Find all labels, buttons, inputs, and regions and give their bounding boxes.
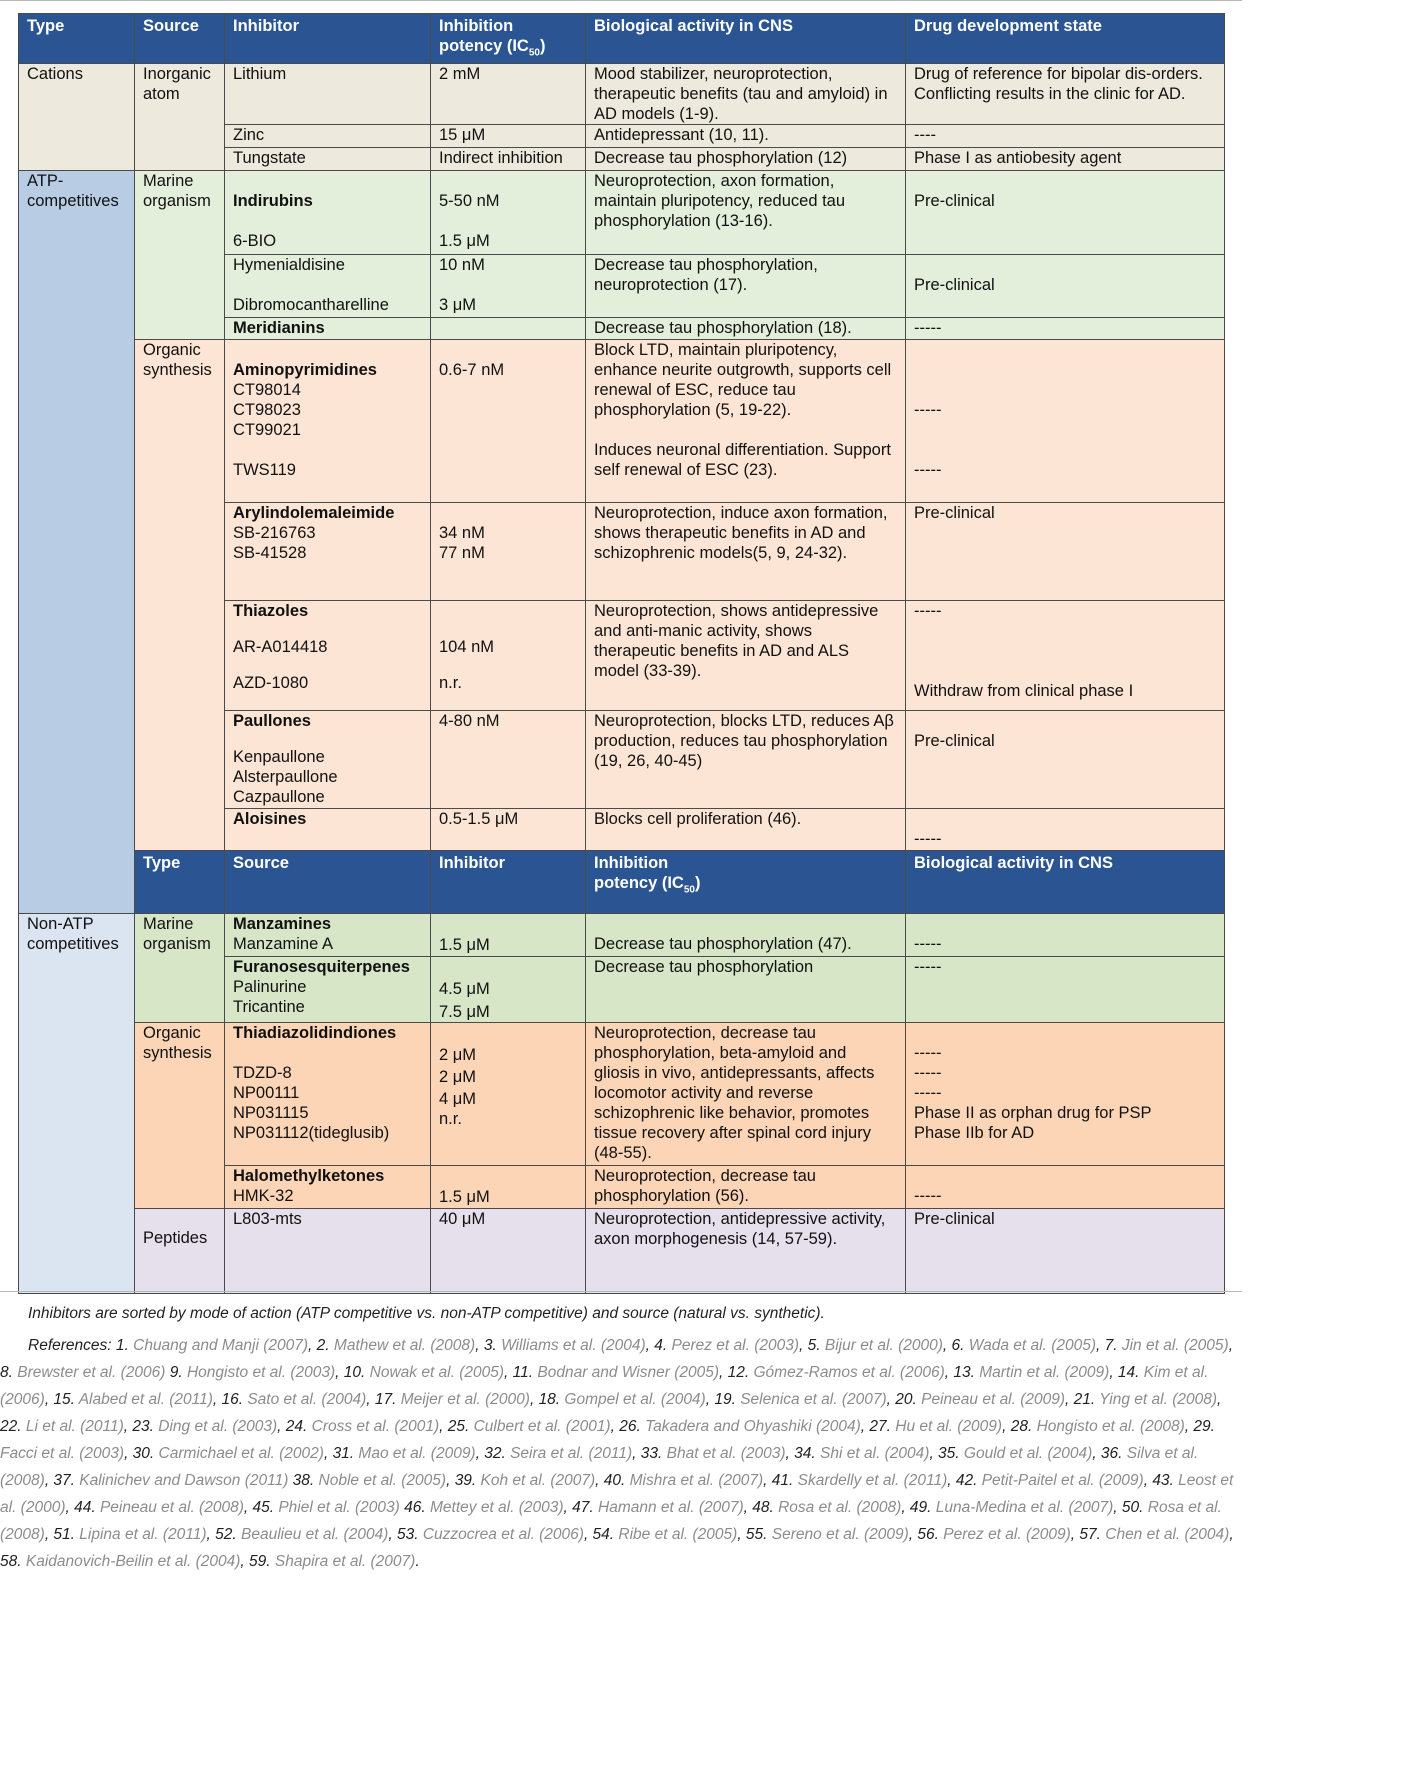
table-row: Arylindolemaleimide SB-216763 SB-41528 34 nM 77 nM Neuroprotection, induce axon formation, shows therapeutic benefits in AD and schizophrenic models(5, 9, 24-32). Pre-clinical <box>19 503 1225 601</box>
reference-link[interactable]: Brewster et al. (2006) <box>17 1364 166 1381</box>
reference-link[interactable]: Rosa et al. (2008) <box>778 1499 902 1516</box>
type-cations: Cations <box>19 64 135 171</box>
reference-number: 9. <box>165 1364 187 1381</box>
source-organic-synthesis: Organic synthesis <box>135 1023 225 1209</box>
reference-link[interactable]: Mathew et al. (2008) <box>333 1337 476 1354</box>
table-row: Thiazoles AR-A014418 AZD-1080 104 nM n.r. Neuroprotection, shows antidepressive and anti-manic activity, shows therapeutic benefits in AD and ALS model (33-39). ----- Withdraw from clinical phase I <box>19 601 1225 711</box>
header-source: Source <box>225 851 431 914</box>
reference-link[interactable]: Martin et al. (2009) <box>979 1364 1110 1381</box>
reference-number: , 37. <box>44 1472 80 1489</box>
reference-number: , 23. <box>123 1418 159 1435</box>
type-non-atp-competitives: Non-ATP competitives <box>19 914 135 1294</box>
reference-link[interactable]: Shi et al. (2004) <box>820 1445 930 1462</box>
reference-number: , 50. <box>1113 1499 1148 1516</box>
gsk3-inhibitors-table <box>18 13 1225 1294</box>
reference-link[interactable]: Mettey et al. (2003) <box>430 1499 564 1516</box>
reference-number: , 48. <box>743 1499 779 1516</box>
reference-link[interactable]: Petit-Paitel et al. (2009) <box>981 1472 1144 1489</box>
reference-link[interactable]: Ding et al. (2003) <box>158 1418 278 1435</box>
reference-link[interactable]: Culbert et al. (2001) <box>473 1418 611 1435</box>
reference-number: , 17. <box>366 1391 401 1408</box>
reference-link[interactable]: Takadera and Ohyashiki (2004) <box>645 1418 861 1435</box>
header-potency: Inhibition potency $(IC_{50})$ <box>431 14 586 64</box>
reference-number: , 39. <box>446 1472 481 1489</box>
reference-link[interactable]: Alabed et al. (2011) <box>78 1391 213 1408</box>
header-source: Source <box>135 14 225 64</box>
reference-link[interactable]: Seira et al. (2011) <box>510 1445 633 1462</box>
header-inhibitor: Inhibitor <box>431 851 586 914</box>
reference-link[interactable]: Carmichael et al. (2002) <box>158 1445 324 1462</box>
reference-link[interactable]: Kim et al. (2006) <box>0 1364 1209 1408</box>
reference-link[interactable]: Silva et al. (2008) <box>0 1445 1199 1489</box>
reference-number: , 3. <box>475 1337 502 1354</box>
reference-link[interactable]: Mishra et al. (2007) <box>629 1472 764 1489</box>
reference-number: , 47. <box>563 1499 599 1516</box>
reference-link[interactable]: Hongisto et al. (2008) <box>1036 1418 1185 1435</box>
reference-number: . <box>415 1553 420 1570</box>
reference-link[interactable]: Sato et al. (2004) <box>247 1391 367 1408</box>
table-row: Cations Inorganic atom Lithium 2 mM Mood stabilizer, neuroprotection, therapeutic benefits (tau and amyloid) in AD models (1-9). Drug of reference for bipolar dis-orders. Conflicting results in the clinic for AD. <box>19 64 1225 125</box>
reference-number: , 43. <box>1143 1472 1179 1489</box>
reference-number: , 5. <box>799 1337 825 1354</box>
reference-number: , 29. <box>1184 1418 1215 1435</box>
header-type: Type <box>19 14 135 64</box>
source-marine-organism: Marine organism <box>135 171 225 340</box>
reference-number: , 24. <box>277 1418 312 1435</box>
reference-link[interactable]: Koh et al. (2007) <box>480 1472 596 1489</box>
reference-link[interactable]: Facci et al. (2003) <box>0 1445 125 1462</box>
reference-link[interactable]: Gould et al. (2004) <box>963 1445 1093 1462</box>
table-row: Halomethylketones HMK-32 1.5 μM Neuroprotection, decrease tau phosphorylation (56). ----- <box>19 1166 1225 1209</box>
reference-number: , 55. <box>737 1526 772 1543</box>
reference-number: , 14. <box>1109 1364 1144 1381</box>
reference-link[interactable]: Lipina et al. (2011) <box>79 1526 207 1543</box>
reference-link[interactable]: Hamann et al. (2007) <box>598 1499 744 1516</box>
references-list <box>0 1337 1234 1570</box>
reference-link[interactable]: Bhat et al. (2003) <box>666 1445 786 1462</box>
type-atp-competitives: ATP-competitives <box>19 171 135 914</box>
reference-link[interactable]: Hongisto et al. (2003) <box>186 1364 336 1381</box>
reference-link[interactable]: Gompel et al. (2004) <box>564 1391 706 1408</box>
reference-link[interactable]: Cuzzocrea et al. (2006) <box>422 1526 584 1543</box>
table-row: Meridianins Decrease tau phosphorylation (18). ----- <box>19 318 1225 340</box>
reference-number: , 20. <box>886 1391 922 1408</box>
reference-link[interactable]: Nowak et al. (2005) <box>369 1364 505 1381</box>
reference-link[interactable]: Ying et al. (2008) <box>1099 1391 1217 1408</box>
table-row: Organic synthesis Thiadiazolidindiones TDZD-8 NP00111 NP031115 NP031112(tideglusib) 2 μM 2 μM 4 μM n.r. Neuroprotection, decrease tau phosphorylation, beta-amyloid and gliosis in vivo, antidepressants, affects locomotor activity and reverse schizophrenic like behavior, promotes tissue recovery after spinal cord injury (48-55). ----- ----- ----- Phase II as orphan drug for PSP Phase IIb for AD <box>19 1023 1225 1166</box>
reference-link[interactable]: Leost et al. (2000) <box>0 1472 1234 1516</box>
reference-link[interactable]: Ribe et al. (2005) <box>618 1526 738 1543</box>
reference-link[interactable]: Meijer et al. (2000) <box>400 1391 530 1408</box>
reference-link[interactable]: Shapira et al. (2007) <box>274 1553 416 1570</box>
table-row: Hymenialdisine Dibromocantharelline 10 nM 3 μM Decrease tau phosphorylation, neuroprotection (17). Pre-clinical <box>19 255 1225 318</box>
table-header-row <box>19 851 1225 914</box>
reference-number: , 51. <box>44 1526 80 1543</box>
reference-number: 1. <box>115 1337 134 1354</box>
reference-link[interactable]: Skardelly et al. (2011) <box>797 1472 948 1489</box>
table-row: Peptides L803-mts 40 μM Neuroprotection, antidepressive activity, axon morphogenesis (14, 57-59). Pre-clinical <box>19 1209 1225 1294</box>
reference-number: 38. <box>288 1472 319 1489</box>
reference-number: , 21. <box>1065 1391 1100 1408</box>
reference-link[interactable]: Bodnar and Wisner (2005) <box>537 1364 720 1381</box>
reference-number: , 59. <box>240 1553 275 1570</box>
reference-number: , 34. <box>785 1445 820 1462</box>
reference-number: , 52. <box>206 1526 241 1543</box>
reference-number: , 2. <box>308 1337 334 1354</box>
reference-number: , 35. <box>929 1445 964 1462</box>
source-marine-organism: Marine organism <box>135 914 225 1023</box>
reference-link[interactable]: Beaulieu et al. (2004) <box>241 1526 389 1543</box>
table-row: Aloisines 0.5-1.5 μM Blocks cell proliferation (46). ----- <box>19 809 1225 851</box>
reference-number: , 8. <box>0 1337 1234 1381</box>
reference-number: , 6. <box>942 1337 969 1354</box>
reference-link[interactable]: Rosa et al. (2008) <box>0 1499 1222 1543</box>
reference-link[interactable]: Perez et al. (2003) <box>671 1337 800 1354</box>
reference-number: , 13. <box>944 1364 980 1381</box>
reference-number: , 30. <box>124 1445 159 1462</box>
reference-link[interactable]: Peineau et al. (2008) <box>99 1499 244 1516</box>
reference-link[interactable]: Mao et al. (2009) <box>358 1445 476 1462</box>
reference-number: , 53. <box>388 1526 423 1543</box>
table-row: Zinc 15 μM Antidepressant (10, 11). ---- <box>19 125 1225 148</box>
reference-number: 46. <box>399 1499 430 1516</box>
reference-link[interactable]: Wada et al. (2005) <box>968 1337 1096 1354</box>
reference-link[interactable]: Chuang and Manji (2007) <box>133 1337 309 1354</box>
reference-number: , 44. <box>65 1499 100 1516</box>
header-state: Drug development state <box>906 14 1225 64</box>
reference-number: , 45. <box>243 1499 279 1516</box>
reference-number: , 26. <box>610 1418 646 1435</box>
reference-number: , 12. <box>719 1364 754 1381</box>
table-row: Furanosesquiterpenes Palinurine Tricantine 4.5 μM 7.5 μM Decrease tau phosphorylation ----- <box>19 957 1225 1023</box>
source-organic-synthesis: Organic synthesis <box>135 340 225 851</box>
reference-number: , 58. <box>0 1526 1234 1570</box>
reference-link[interactable]: Sereno et al. (2009) <box>771 1526 909 1543</box>
bottom-rule <box>0 1291 1242 1292</box>
reference-link[interactable]: Cross et al. (2001) <box>311 1418 440 1435</box>
reference-number: , 7. <box>1096 1337 1122 1354</box>
top-rule <box>0 0 1242 1</box>
header-activity: Biological activity in CNS <box>586 14 906 64</box>
reference-link[interactable]: Williams et al. (2004) <box>501 1337 646 1354</box>
reference-link[interactable]: Phiel et al. (2003) <box>278 1499 400 1516</box>
reference-link[interactable]: Gómez-Ramos et al. (2006) <box>753 1364 945 1381</box>
reference-number: , 32. <box>475 1445 511 1462</box>
reference-link[interactable]: Chen et al. (2004) <box>1105 1526 1230 1543</box>
header-type: Type <box>135 851 225 914</box>
header-potency: Inhibition potency $(IC_{50})$ <box>586 851 906 914</box>
reference-number: , 11. <box>504 1364 538 1381</box>
reference-number: , 15. <box>44 1391 79 1408</box>
reference-number: , 4. <box>645 1337 672 1354</box>
source-peptides: Peptides <box>135 1209 225 1294</box>
reference-link[interactable]: Li et al. (2011) <box>25 1418 124 1435</box>
reference-link[interactable]: Luna-Medina et al. (2007) <box>935 1499 1114 1516</box>
reference-number: , 31. <box>323 1445 359 1462</box>
reference-number: , 18. <box>529 1391 565 1408</box>
reference-number: , 40. <box>595 1472 630 1489</box>
reference-number: , 49. <box>901 1499 936 1516</box>
table-row: Organic synthesis Aminopyrimidines CT98014 CT98023 CT99021 TWS119 0.6-7 nM Block LTD, maintain pluripotency, enhance neurite outgrowth, supports cell renewal of ESC, reduce tau phosphorylation (5, 19-22). Induces neuronal differentiation. Support self renewal of ESC (23). ----- ----- <box>19 340 1225 503</box>
reference-link[interactable]: Jin et al. (2005) <box>1121 1337 1229 1354</box>
references-label: References: <box>28 1337 116 1354</box>
reference-number: , 42. <box>947 1472 982 1489</box>
reference-link[interactable]: Perez et al. (2009) <box>943 1526 1071 1543</box>
references <box>0 1332 1242 1575</box>
reference-link[interactable]: Noble et al. (2005) <box>318 1472 447 1489</box>
reference-link[interactable]: Kalinichev and Dawson (2011) <box>79 1472 289 1489</box>
table-footnote: Inhibitors are sorted by mode of action (ATP competitive vs. non-ATP competitive) and source (natural vs. synthetic). <box>28 1305 825 1322</box>
table-row: Non-ATP competitives Marine organism Manzamines Manzamine A 1.5 μM Decrease tau phosphorylation (47). ----- <box>19 914 1225 957</box>
reference-number: , 41. <box>763 1472 798 1489</box>
reference-number: , 27. <box>860 1418 896 1435</box>
reference-link[interactable]: Kaidanovich-Beilin et al. (2004) <box>25 1553 241 1570</box>
reference-number: , 22. <box>0 1391 1222 1435</box>
table-row: Tungstate Indirect inhibition Decrease tau phosphorylation (12) Phase I as antiobesity agent <box>19 148 1225 171</box>
reference-number: , 16. <box>212 1391 248 1408</box>
reference-link[interactable]: Bijur et al. (2000) <box>824 1337 943 1354</box>
reference-number: , 54. <box>583 1526 619 1543</box>
reference-number: , 33. <box>632 1445 667 1462</box>
reference-link[interactable]: Hu et al. (2009) <box>895 1418 1003 1435</box>
reference-number: , 56. <box>908 1526 944 1543</box>
table-row: ATP-competitives Marine organism Indirubins 6-BIO 5-50 nM 1.5 μM Neuroprotection, axon formation, maintain pluripotency, reduced tau phosphorylation (13-16). Pre-clinical <box>19 171 1225 255</box>
reference-number: , 10. <box>335 1364 370 1381</box>
reference-number: , 36. <box>1092 1445 1127 1462</box>
header-activity: Biological activity in CNS <box>906 851 1225 914</box>
reference-number: , 19. <box>705 1391 741 1408</box>
reference-link[interactable]: Selenica et al. (2007) <box>740 1391 887 1408</box>
reference-number: , 28. <box>1002 1418 1037 1435</box>
reference-number: , 25. <box>439 1418 474 1435</box>
table-header-row <box>19 14 1225 64</box>
table-row: Paullones Kenpaullone Alsterpaullone Cazpaullone 4-80 nM Neuroprotection, blocks LTD, reduces Aβ production, reduces tau phosphorylation (19, 26, 40-45) Pre-clinical <box>19 711 1225 809</box>
reference-number: , 57. <box>1070 1526 1106 1543</box>
reference-link[interactable]: Peineau et al. (2009) <box>921 1391 1066 1408</box>
header-inhibitor: Inhibitor <box>225 14 431 64</box>
source-inorganic: Inorganic atom <box>135 64 225 171</box>
